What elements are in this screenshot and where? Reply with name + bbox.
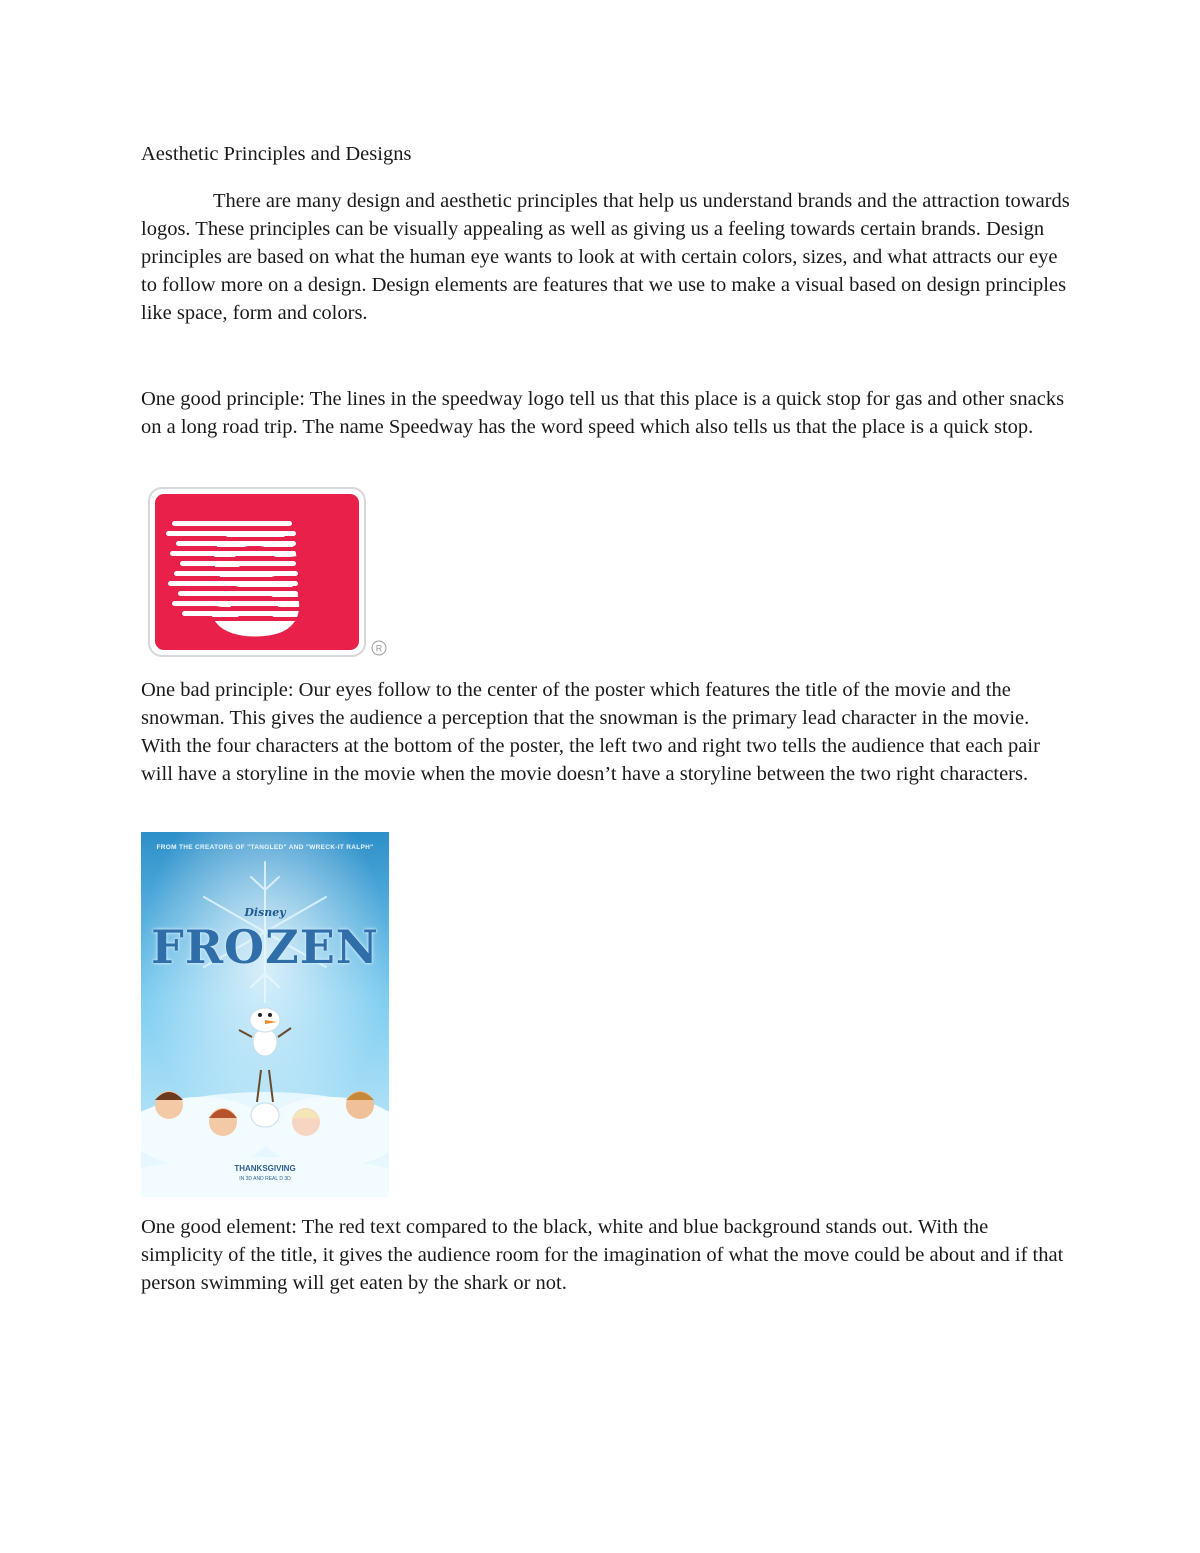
poster-studio-logo: Disney [244,906,286,919]
good-element-paragraph: One good element: The red text compared to the black, white and blue background stands out. With the simplicity of the title, it gives the audience room for the imagination of what the move could be about and if that person swimming will get eaten by the shark or not. [141,1216,1064,1294]
poster-tagline: FROM THE CREATORS OF "TANGLED" AND "WRECK-IT RALPH" [156,844,374,851]
frozen-poster [141,832,389,1197]
svg-text:R: R [375,643,383,654]
poster-release-sub: IN 3D AND REAL D 3D [239,1176,291,1182]
poster-title: FROZEN [151,920,379,974]
good-principle-paragraph: One good principle: The lines in the speedway logo tell us that this place is a quick stop for gas and other snacks on a long road trip. The name Speedway has the word speed which also tells us that the place is a quick stop. [141,388,1065,438]
poster-release: THANKSGIVING [234,1164,296,1173]
intro-paragraph: There are many design and aesthetic principles that help us understand brands and the attraction towards logos. These principles can be visually appealing as well as giving us a feeling towards certain brands. Design principles are based on what the human eye wants to look at with certain colors, sizes, and what attracts our eye to follow more on a design. Design elements are features that we use to make a visual based on design principles like space, form and colors. [141,190,1070,324]
bad-principle-paragraph: One bad principle: Our eyes follow to the center of the poster which features the title of the movie and the snowman. This gives the audience a perception that the snowman is the primary lead character in the movie. With the four characters at the bottom of the poster, the left two and right two tells the audience that each pair will have a storyline in the movie when the movie doesn’t have a storyline between the two right characters. [141,679,1040,785]
document-title: Aesthetic Principles and Designs [141,143,412,165]
speedway-logo [146,485,391,660]
